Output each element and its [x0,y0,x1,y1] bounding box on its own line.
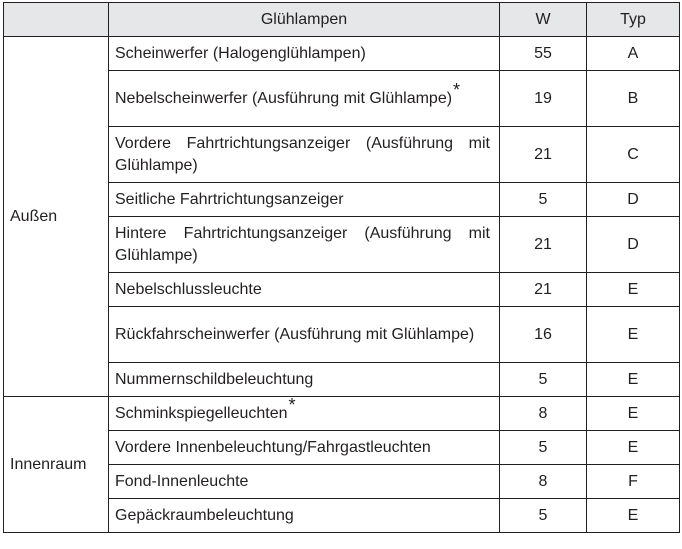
bulb-name: Nummernschildbeleuchtung [109,363,500,397]
group-label-exterior: Außen [4,37,109,397]
header-row [4,3,680,37]
header-type: Typ [587,3,680,37]
bulb-name: Vordere Innenbeleuchtung/Fahrgastleuchten [109,431,500,465]
bulb-type: E [587,273,680,307]
bulb-name: Seitliche Fahrtrichtungsanzeiger [109,183,500,217]
bulb-watt: 8 [500,397,587,431]
bulb-watt: 21 [500,273,587,307]
bulb-name: Nebelschlussleuchte [109,273,500,307]
header-watt: W [500,3,587,37]
bulb-watt: 16 [500,307,587,363]
bulb-watt: 19 [500,71,587,127]
bulb-name: Nebelscheinwerfer (Ausführung mit Glühlampe)* [109,71,500,127]
bulb-name: Rückfahrscheinwerfer (Ausführung mit Glühlampe) [109,307,500,363]
group-label-interior: Innenraum [4,397,109,533]
bulb-type: D [587,217,680,273]
bulb-name: Vordere Fahrtrichtungsanzeiger (Ausführung mit Glühlampe) [109,127,500,183]
footnote-asterisk: * [453,79,461,100]
table-row [4,37,680,71]
bulb-type: E [587,397,680,431]
bulb-watt: 8 [500,465,587,499]
bulb-watt: 5 [500,499,587,533]
bulb-watt: 5 [500,363,587,397]
bulb-type: C [587,127,680,183]
bulb-name: Hintere Fahrtrichtungsanzeiger (Ausführung mit Glühlampe) [109,217,500,273]
bulb-watt: 5 [500,183,587,217]
bulb-name: Fond-Innenleuchte [109,465,500,499]
header-group [4,3,109,37]
bulb-table [3,2,680,533]
bulb-type: F [587,465,680,499]
bulb-watt: 5 [500,431,587,465]
bulb-type: D [587,183,680,217]
bulb-type: B [587,71,680,127]
footnote-asterisk: * [288,394,296,415]
bulb-name: Gepäckraumbeleuchtung [109,499,500,533]
bulb-watt: 21 [500,127,587,183]
bulb-type: A [587,37,680,71]
bulb-type: E [587,307,680,363]
bulb-type: E [587,499,680,533]
header-bulbs: Glühlampen [109,3,500,37]
bulb-type: E [587,431,680,465]
bulb-type: E [587,363,680,397]
bulb-watt: 21 [500,217,587,273]
bulb-name: Schminkspiegelleuchten* [109,397,500,431]
table-row [4,397,680,431]
bulb-name: Scheinwerfer (Halogenglühlampen) [109,37,500,71]
bulb-watt: 55 [500,37,587,71]
